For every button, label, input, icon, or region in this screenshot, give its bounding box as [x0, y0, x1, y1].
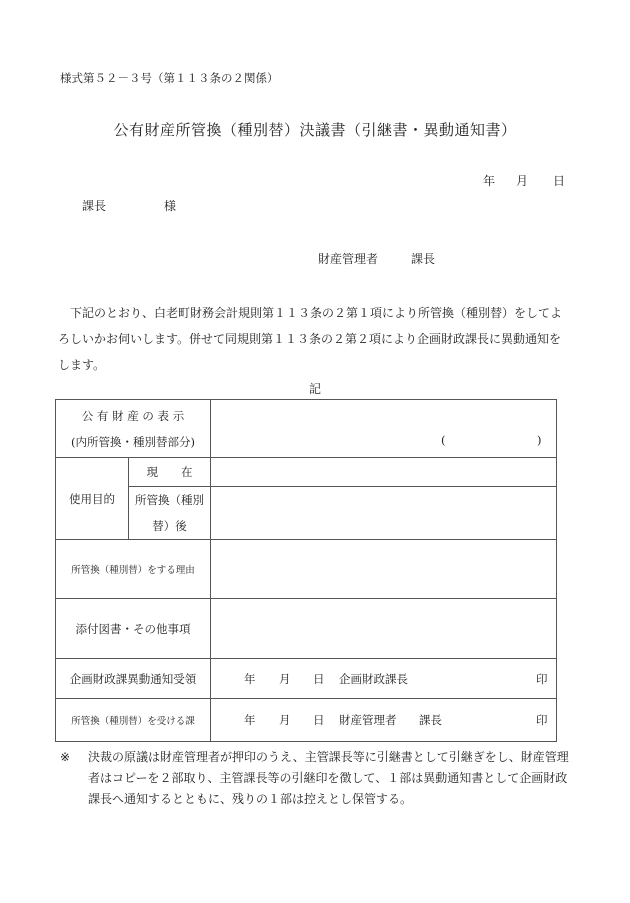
paren-close: )	[537, 433, 542, 447]
current-label-cell: 現 在	[129, 458, 211, 487]
body-text	[58, 300, 570, 378]
notice-officer: 企画財政課長	[339, 671, 409, 686]
date-month-label: 月	[516, 174, 529, 188]
receive-year: 年	[244, 713, 256, 727]
notice-value-cell[interactable]	[211, 659, 557, 699]
receive-day: 日	[313, 713, 325, 727]
form-table	[55, 399, 557, 742]
note-mark: ※	[60, 750, 71, 764]
after-label-line1: 所管換（種別	[135, 493, 204, 507]
addressee	[82, 197, 177, 214]
reason-value-cell[interactable]	[211, 540, 557, 599]
purpose-after-row	[56, 487, 557, 540]
attachments-label-cell: 添付図書・その他事項	[56, 599, 211, 659]
receive-officer: 財産管理者	[339, 713, 397, 727]
attachments-row	[56, 599, 557, 659]
after-label-line2: 替）後	[152, 519, 187, 533]
ki-heading: 記	[308, 382, 321, 396]
purpose-label-cell: 使用目的	[56, 458, 129, 540]
receive-row	[56, 699, 557, 742]
after-label-cell	[129, 487, 211, 540]
sender	[318, 250, 436, 267]
notice-year: 年	[244, 671, 256, 686]
date-day-label: 日	[553, 174, 566, 188]
notice-label-cell: 企画財政課異動通知受領	[56, 659, 211, 699]
purpose-current-row	[56, 458, 557, 487]
receive-label-cell: 所管換（種別替）を受ける課	[56, 699, 211, 742]
sender-role: 財産管理者	[318, 252, 379, 266]
paren-open: (	[441, 433, 446, 447]
addressee-sama: 様	[164, 199, 177, 213]
property-row	[56, 400, 557, 458]
reason-row	[56, 540, 557, 599]
note-text: 決裁の原議は財産管理者が押印のうえ、主管課長等に引継書として引継ぎをし、財産管理者はコピーを２部取り、主管課長等の引継印を徴して、１部は異動通知書として企画財政課長へ通知するとともに、残りの１部は控えとし保管する。	[88, 750, 569, 806]
notice-seal: 印	[536, 671, 548, 686]
current-value-cell[interactable]	[211, 458, 557, 487]
property-value-cell[interactable]	[211, 400, 557, 458]
after-value-cell[interactable]	[211, 487, 557, 540]
document-title: 公有財産所管換（種別替）決議書（引継書・異動通知書）	[113, 121, 517, 139]
receive-month: 月	[279, 713, 291, 727]
sender-kacho: 課長	[411, 252, 436, 266]
receive-kacho: 課長	[419, 713, 443, 727]
attachments-value-cell[interactable]	[211, 599, 557, 659]
notice-month: 月	[279, 671, 291, 686]
body-paragraph: 下記のとおり、白老町財務会計規則第１１３条の２第１項により所管換（種別替）をしてよろしいかお伺いします。併せて同規則第１１３条の２第２項により企画財政課長に異動通知をします。	[58, 306, 563, 372]
reason-label-cell: 所管換（種別替）をする理由	[56, 540, 211, 599]
notice-day: 日	[313, 671, 325, 686]
property-label-cell	[56, 400, 211, 458]
footnote	[60, 747, 570, 810]
property-label-line2: (内所管換・種別替部分)	[71, 434, 195, 449]
property-label-line1: 公 有 財 産 の 表 示	[81, 408, 185, 423]
notice-row	[56, 659, 557, 699]
date-year-label: 年	[483, 174, 496, 188]
form-number: 様式第５２－３号（第１１３条の２関係）	[60, 71, 279, 85]
receive-seal: 印	[536, 713, 548, 727]
addressee-kacho: 課長	[82, 199, 107, 213]
receive-value-cell[interactable]	[211, 699, 557, 742]
